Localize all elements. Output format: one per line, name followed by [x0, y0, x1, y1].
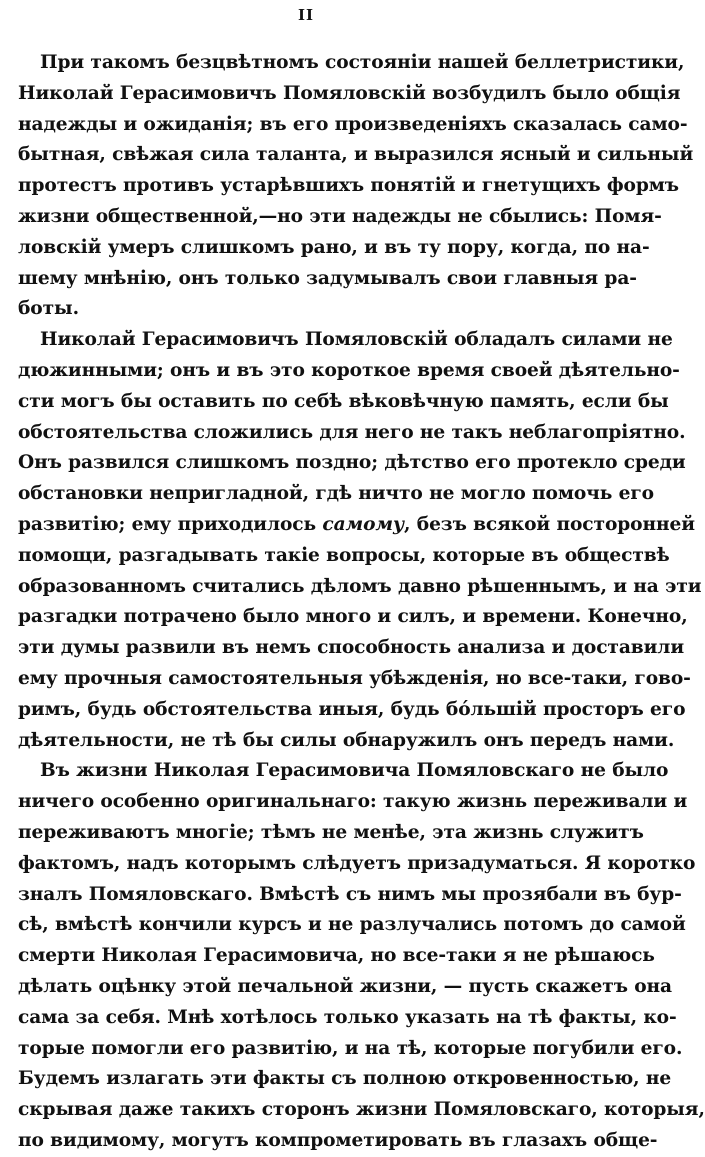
text-line: дюжинными; онъ и въ это короткое время своей дѣятельно-: [18, 359, 680, 381]
text-line: протестъ противъ устарѣвшихъ понятій и гнетущихъ формъ: [18, 175, 679, 197]
text-line: дѣятельности, не тѣ бы силы обнаружилъ онъ передъ нами.: [18, 729, 675, 751]
text-line: При такомъ безцвѣтномъ состояніи нашей беллетристики,: [40, 52, 685, 73]
text-line: Николай Герасимовичъ Помяловскій возбудилъ было общія: [18, 82, 681, 104]
text-line: образованномъ считались дѣломъ давно рѣшеннымъ, и на эти: [18, 575, 702, 597]
page-text: [18, 48, 705, 1157]
text-line: обстановки непригладной, гдѣ ничто не могло помочь его: [18, 483, 654, 505]
text-line: по видимому, могутъ компрометировать въ глазахъ обще-: [18, 1129, 658, 1151]
text-line: надежды и ожиданія; въ его произведеніяхъ сказалась само-: [18, 113, 688, 135]
text-line: римъ, будь обстоятельства иныя, будь бóльшій просторъ его: [18, 698, 686, 720]
text-line: Въ жизни Николая Герасимовича Помяловскаго не было: [40, 760, 669, 782]
text-line: Онъ развился слишкомъ поздно; дѣтство его протекло среди: [18, 452, 686, 474]
text-line: сѣ, вмѣстѣ кончили курсъ и не разлучались потомъ до самой: [18, 914, 686, 936]
text-segment: развитію; ему приходилось: [18, 513, 316, 535]
italic-word: самому: [322, 513, 405, 535]
text-line: жизни общественной,—но эти надежды не сбылись: Помя-: [18, 205, 662, 227]
text-line: зналъ Помяловскаго. Вмѣстѣ съ нимъ мы прозябали въ бур-: [18, 883, 682, 905]
page-number: II: [297, 6, 315, 24]
text-line: дѣлать оцѣнку этой печальной жизни, — пусть скажетъ она: [18, 975, 672, 997]
text-segment: , безъ всякой посторонней: [404, 513, 695, 535]
text-line: сама за себя. Мнѣ хотѣлось только указать на тѣ факты, ко-: [18, 1006, 677, 1028]
text-line: обстоятельства сложились для него не такъ неблагопріятно.: [18, 421, 686, 443]
text-line: боты.: [18, 298, 79, 320]
text-line: ничего особенно оригинальнаго: такую жизнь переживали и: [18, 791, 688, 813]
text-line: смерти Николая Герасимовича, но все-таки я не рѣшаюсь: [18, 945, 655, 967]
text-line: ему прочныя самостоятельныя убѣжденія, но все-таки, гово-: [18, 667, 691, 689]
text-line: скрывая даже такихъ сторонъ жизни Помяловскаго, которыя,: [18, 1099, 705, 1121]
text-line: шему мнѣнію, онъ только задумывалъ свои главныя ра-: [18, 267, 637, 289]
text-line: Будемъ излагать эти факты съ полною откровенностью, не: [18, 1068, 672, 1090]
text-line: эти думы развили въ немъ способность анализа и доставили: [18, 637, 685, 659]
text-line: торые помогли его развитію, и на тѣ, которые погубили его.: [18, 1037, 683, 1059]
text-line: переживаютъ многіе; тѣмъ не менѣе, эта жизнь служитъ: [18, 821, 644, 843]
text-line: ловскій умеръ слишкомъ рано, и въ ту пору, когда, по на-: [18, 236, 650, 258]
text-line: бытная, свѣжая сила таланта, и выразился ясный и сильный: [18, 144, 694, 166]
text-line: фактомъ, надъ которымъ слѣдуетъ призадуматься. Я коротко: [18, 852, 696, 874]
text-line: помощи, разгадывать такіе вопросы, которые въ обществѣ: [18, 544, 670, 566]
text-line: разгадки потрачено было много и силъ, и времени. Конечно,: [18, 606, 688, 628]
text-line: сти могъ бы оставить по себѣ вѣковѣчную память, если бы: [18, 390, 669, 412]
text-line: Николай Герасимовичъ Помяловскій обладалъ силами не: [40, 329, 673, 351]
text-line-with-italic: [18, 510, 695, 541]
